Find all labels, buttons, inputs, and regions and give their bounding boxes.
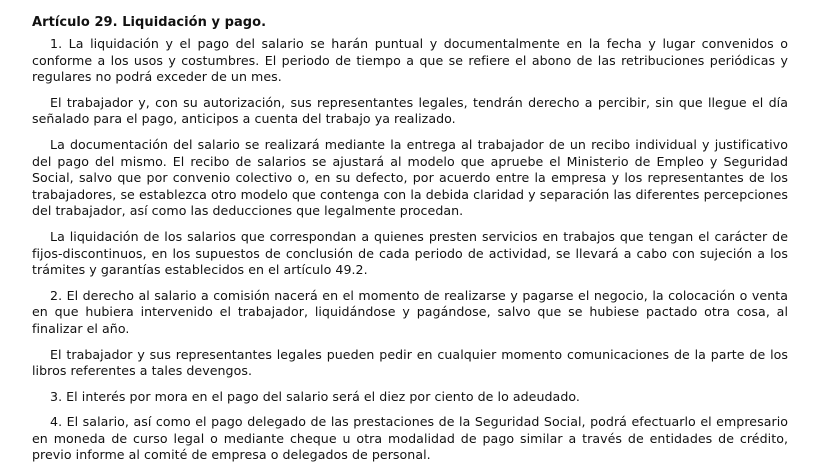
paragraph-4-pago-delegado: 4. El salario, así como el pago delegado de las prestaciones de la Seguridad Social, podrá efectuarlo el empresario en moneda de curso legal o mediante cheque u otra modalidad de pago similar a través de entidades de crédito, previo informe al comité de empresa o delegados de personal.: [32, 414, 788, 463]
paragraph-1-liquidacion-pago: 1. La liquidación y el pago del salario se harán puntual y documentalmente en la fecha y lugar convenidos o conforme a los usos y costumbres. El periodo de tiempo a que se refiere el abono de las retribuciones periódicas y regulares no podrá exceder de un mes.: [32, 36, 788, 85]
paragraph-fijos-discontinuos: La liquidación de los salarios que correspondan a quienes presten servicios en trabajos que tengan el carácter de fijos-discontinuos, en los supuestos de conclusión de cada periodo de actividad, se llevará a cabo con sujeción a los trámites y garantías establecidos en el artículo 49.2.: [32, 228, 788, 278]
paragraph-3-interes-mora: 3. El interés por mora en el pago del salario será el diez por ciento de lo adeudado.: [50, 388, 580, 404]
paragraph-anticipos: El trabajador y, con su autorización, sus representantes legales, tendrán derecho a percibir, sin que llegue el día señalado para el pago, anticipos a cuenta del trabajo ya realizado.: [32, 94, 788, 127]
article-title: Artículo 29. Liquidación y pago.: [32, 15, 267, 30]
paragraph-2-salario-comision: 2. El derecho al salario a comisión nacerá en el momento de realizarse y pagarse el negocio, la colocación o venta en que hubiera intervenido el trabajador, liquidándose y pagándose, salvo que se hubiese pactado otra cosa, al finalizar el año.: [32, 287, 788, 336]
document-body: [32, 14, 788, 473]
paragraph-comunicaciones-libros: El trabajador y sus representantes legales pueden pedir en cualquier momento comunicaciones de la parte de los libros referentes a tales devengos.: [32, 346, 788, 379]
paragraph-documentacion-salario: La documentación del salario se realizará mediante la entrega al trabajador de un recibo individual y justificativo del pago del mismo. El recibo de salarios se ajustará al modelo que apruebe el Ministerio de Empleo y Seguridad Social, salvo que por convenio colectivo o, en su defecto, por acuerdo entre la empresa y los representantes de los trabajadores, se establezca otro modelo que contenga con la debida claridad y separación las diferentes percepciones del trabajador, así como las deducciones que legalmente procedan.: [32, 136, 788, 219]
